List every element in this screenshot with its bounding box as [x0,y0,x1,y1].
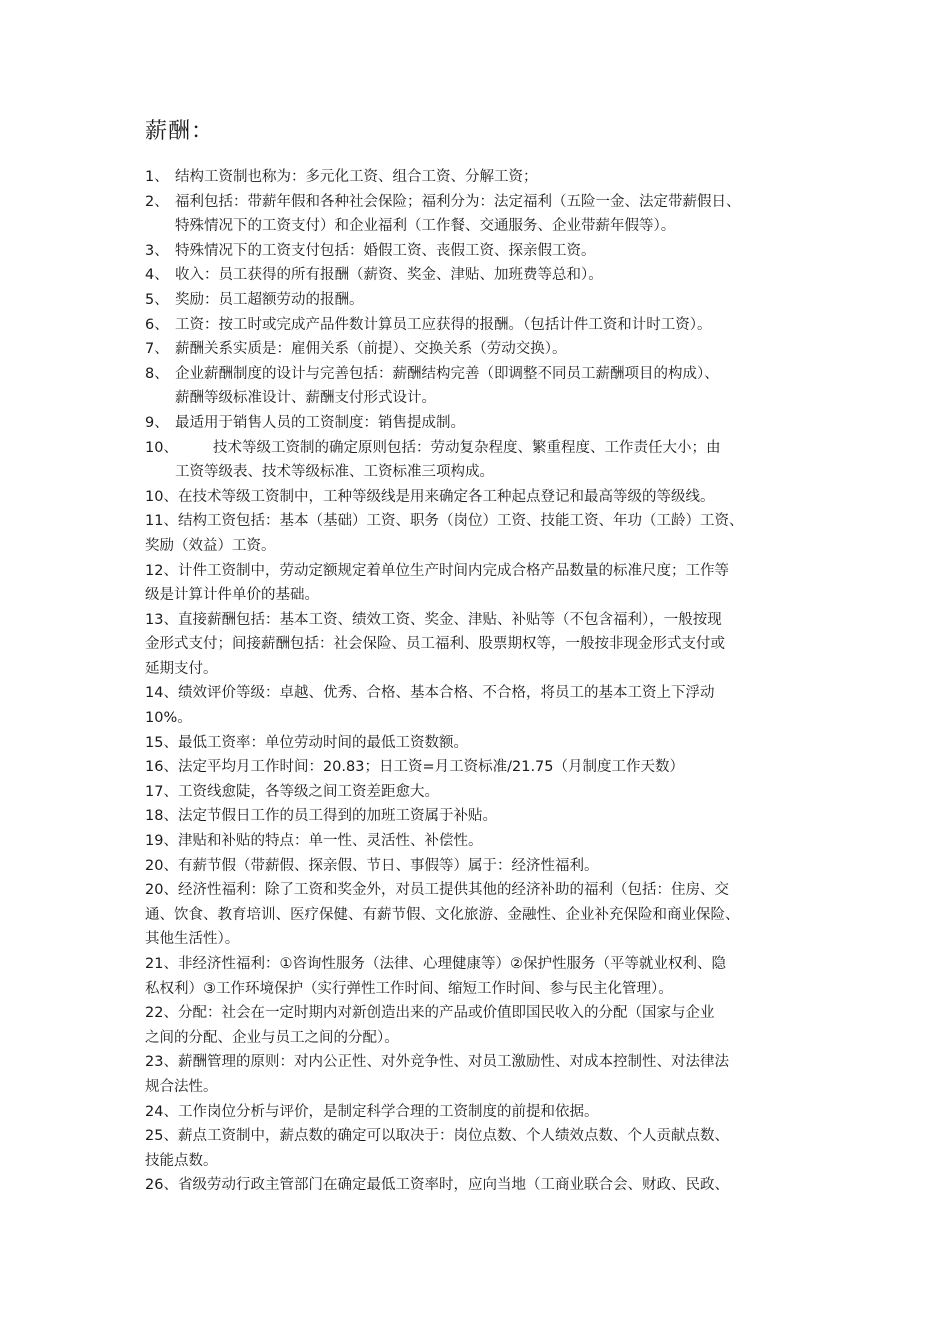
item-text: 15、最低工资率：单位劳动时间的最低工资数额。 [145,734,468,751]
item-text: 工资等级表、技术等级标准、工资标准三项构成。 [175,464,494,481]
item-text: 13、直接薪酬包括：基本工资、绩效工资、奖金、津贴、补贴等（不包含福利），一般按现 [145,611,722,628]
item-text: 20、经济性福利：除了工资和奖金外，对员工提供其他的经济补助的福利（包括：住房、交 [145,882,729,899]
item-text: 26、省级劳动行政主管部门在确定最低工资率时，应向当地（工商业联合会、财政、民政、 [145,1177,729,1194]
list-item [145,239,810,264]
item-text: 福利包括：带薪年假和各种社会保险；福利分为：法定福利（五险一金、法定带薪假日、 [175,193,741,210]
item-text: 通、饮食、教育培训、医疗保健、有薪节假、文化旅游、金融性、企业补充保险和商业保险、 [145,906,740,923]
item-text: 23、薪酬管理的原则：对内公正性、对外竞争性、对员工激励性、对成本控制性、对法律法 [145,1054,729,1071]
item-text: 21、非经济性福利：①咨询性服务（法律、心理健康等）②保护性服务（平等就业权利、隐 [145,956,726,972]
item-text: 金形式支付；间接薪酬包括：社会保险、员工福利、股票期权等，一般按非现金形式支付或 [145,636,725,653]
list-item [145,1124,810,1173]
list-item [145,681,810,730]
list-item [145,878,810,952]
item-text: 特殊情况下的工资支付包括：婚假工资、丧假工资、探亲假工资。 [175,242,596,259]
item-text: 奖励：员工超额劳动的报酬。 [175,291,364,308]
item-number: 9、 [145,414,169,431]
list-item [145,337,810,362]
list-item [145,190,810,239]
list-item [145,755,810,780]
item-text: 技能点数。 [145,1152,218,1169]
list-item [145,485,810,510]
item-number: 10、 [145,439,178,456]
item-text: 私权利）③工作环境保护（实行弹性工作时间、缩短工作时间、参与民主化管理）。 [145,980,673,997]
item-text: 25、薪点工资制中，薪点数的确定可以取决于：岗位点数、个人绩效点数、个人贡献点数、 [145,1128,729,1145]
item-text: 其他生活性）。 [145,931,240,948]
item-text: 10、在技术等级工资制中，工种等级线是用来确定各工种起点登记和最高等级的等级线。 [145,488,715,505]
item-text: 16、法定平均月工作时间：20.83；日工资=月工资标准/21.75（月制度工作天数） [145,759,685,776]
item-text: 规合法性。 [145,1078,218,1095]
item-text: 结构工资制也称为：多元化工资、组合工资、分解工资； [175,169,538,185]
item-text: 级是计算计件单价的基础。 [145,587,319,604]
item-number: 6、 [145,316,169,333]
item-text: 之间的分配、企业与员工之间的分配）。 [145,1029,399,1046]
list-item [145,436,810,485]
item-text: 22、分配：社会在一定时期内对新创造出来的产品或价值即国民收入的分配（国家与企业 [145,1005,715,1022]
list-item [145,829,810,854]
list-item [145,1001,810,1050]
item-text: 特殊情况下的工资支付）和企业福利（工作餐、交通服务、企业带薪年假等）。 [175,218,676,235]
item-number: 8、 [145,365,169,382]
item-text: 奖励（效益）工资。 [145,537,276,554]
item-text: 11、结构工资包括：基本（基础）工资、职务（岗位）工资、技能工资、年功（工龄）工资、 [145,513,744,530]
item-number: 4、 [145,267,169,284]
list-item [145,608,810,682]
item-list [145,165,810,1198]
list-item [145,952,810,1001]
list-item [145,288,810,313]
item-text: 10%。 [145,710,192,727]
item-text: 最适用于销售人员的工资制度：销售提成制。 [175,414,465,431]
item-text: 延期支付。 [145,660,218,677]
list-item [145,165,810,190]
item-text: 14、绩效评价等级：卓越、优秀、合格、基本合格、不合格，将员工的基本工资上下浮动 [145,685,715,702]
item-text: 技术等级工资制的确定原则包括：劳动复杂程度、繁重程度、工作责任大小；由 [213,439,721,456]
list-item [145,411,810,436]
list-item [145,780,810,805]
item-text: 收入：员工获得的所有报酬（薪资、奖金、津贴、加班费等总和）。 [175,267,603,284]
item-text: 薪酬等级标准设计、薪酬支付形式设计。 [175,390,436,407]
list-item [145,731,810,756]
list-item [145,1050,810,1099]
item-number: 7、 [145,341,169,358]
item-number: 3、 [145,242,169,259]
item-text: 12、计件工资制中，劳动定额规定着单位生产时间内完成合格产品数量的标准尺度；工作等 [145,562,729,579]
list-item [145,509,810,558]
item-text: 薪酬关系实质是：雇佣关系（前提）、交换关系（劳动交换）。 [175,341,567,358]
list-item [145,263,810,288]
list-item [145,854,810,879]
item-number: 1、 [145,169,169,185]
item-text: 18、法定节假日工作的员工得到的加班工资属于补贴。 [145,808,497,825]
item-number: 5、 [145,291,169,308]
item-number: 2、 [145,193,169,210]
item-text: 17、工资线愈陡，各等级之间工资差距愈大。 [145,783,439,800]
list-item [145,313,810,338]
item-text: 工资：按工时或完成产品件数计算员工应获得的报酬。（包括计件工资和计时工资）。 [175,316,712,333]
list-item [145,804,810,829]
item-text: 19、津贴和补贴的特点：单一性、灵活性、补偿性。 [145,833,483,850]
list-item [145,559,810,608]
list-item [145,1173,810,1198]
list-item [145,1100,810,1125]
item-text: 企业薪酬制度的设计与完善包括：薪酬结构完善（即调整不同员工薪酬项目的构成）、 [175,365,719,382]
item-text: 20、有薪节假（带薪假、探亲假、节日、事假等）属于：经济性福利。 [145,857,599,874]
list-item [145,362,810,411]
document-title: 薪酬： [145,119,215,144]
item-text: 24、工作岗位分析与评价，是制定科学合理的工资制度的前提和依据。 [145,1103,599,1120]
